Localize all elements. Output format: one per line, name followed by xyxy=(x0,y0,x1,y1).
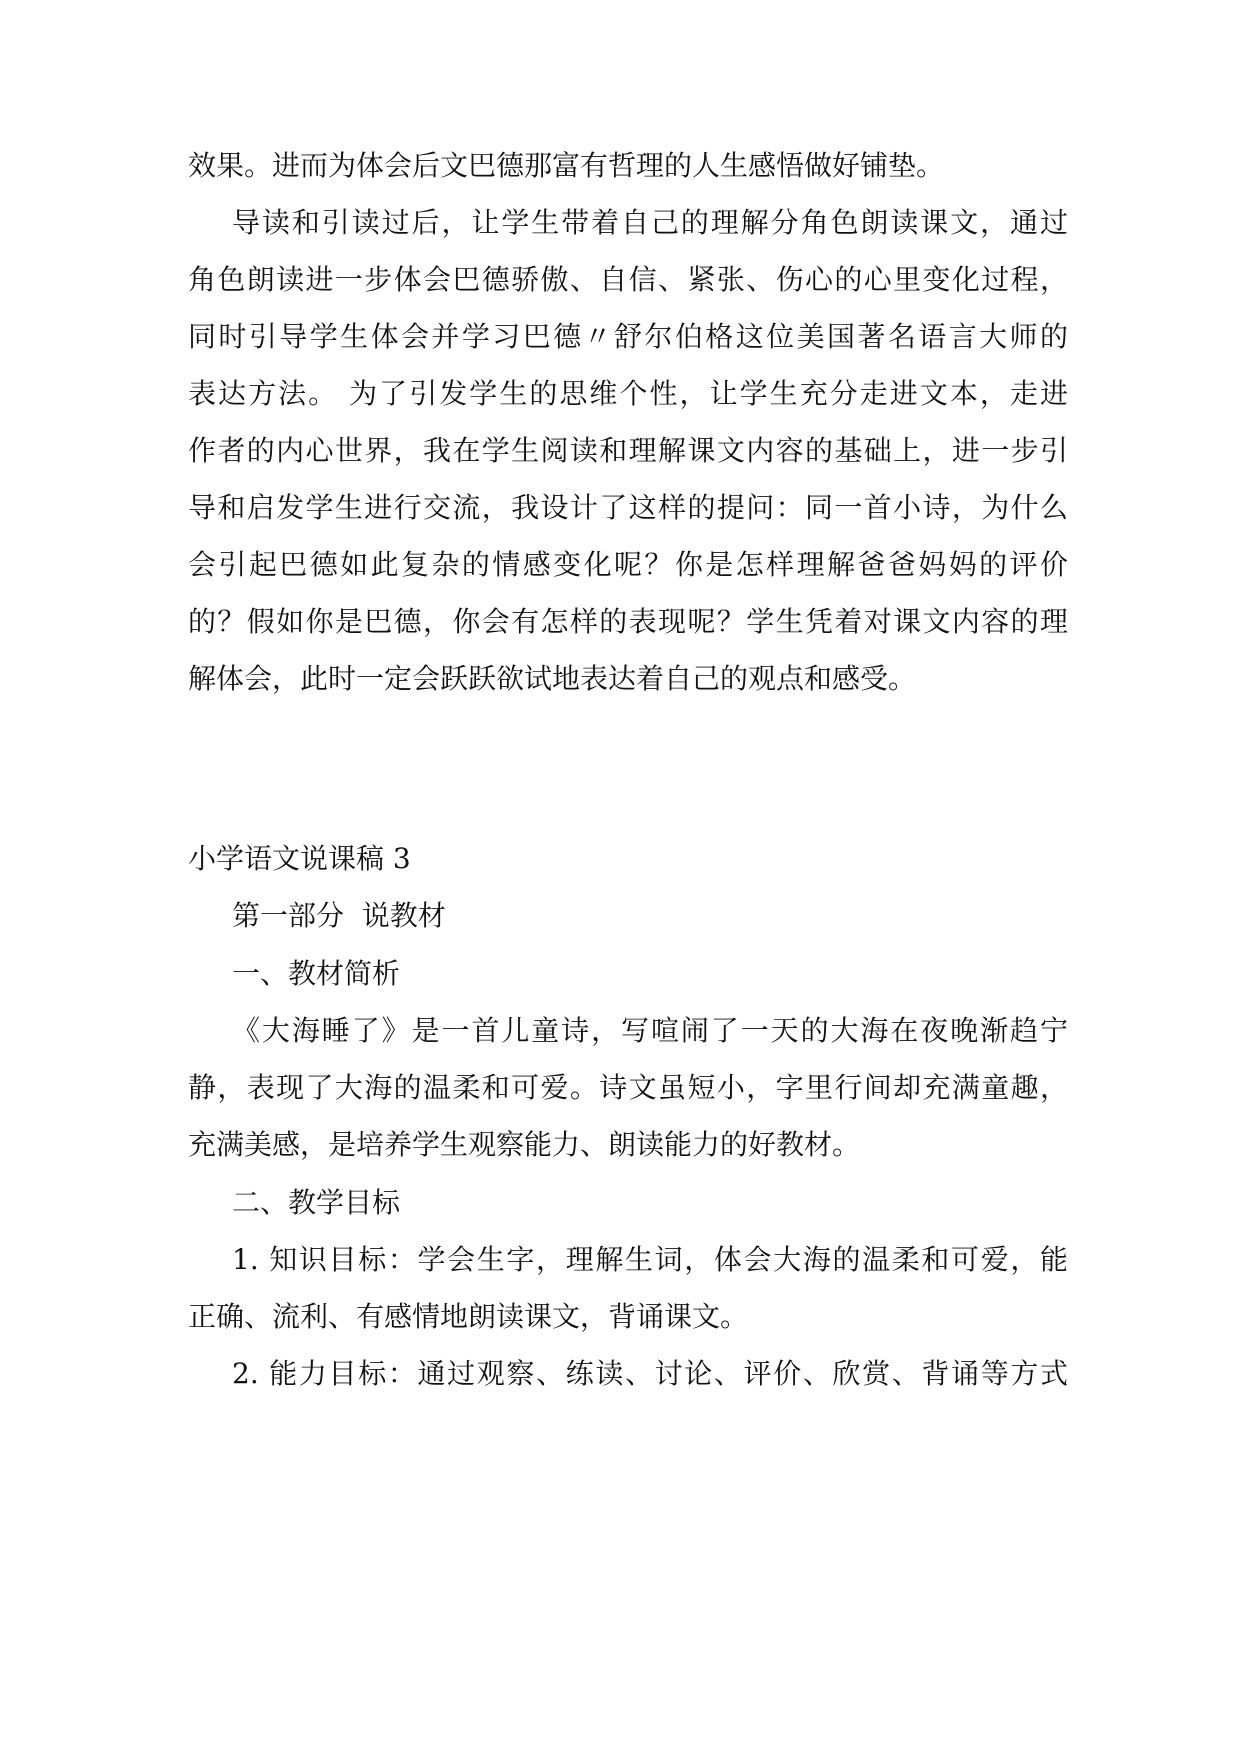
paragraph-line: 作者的内心世界，我在学生阅读和理解课文内容的基础上，进一步引 xyxy=(188,434,1068,467)
paragraph-line: 静，表现了大海的温柔和可爱。诗文虽短小，字里行间却充满童趣， xyxy=(188,1071,1068,1104)
paragraph-line: 充满美感，是培养学生观察能力、朗读能力的好教材。 xyxy=(188,1128,861,1161)
paragraph-line: 2. 能力目标：通过观察、练读、讨论、评价、欣赏、背诵等方式 xyxy=(232,1357,1068,1390)
paragraph-line: 表达方法。 为了引发学生的思维个性，让学生充分走进文本，走进 xyxy=(188,377,1068,410)
subheading: 一、教材简析 xyxy=(232,957,401,990)
part-heading: 第一部分 说教材 xyxy=(232,899,446,932)
paragraph-line: 角色朗读进一步体会巴德骄傲、自信、紧张、伤心的心里变化过程， xyxy=(188,263,1068,296)
paragraph-line: 效果。进而为体会后文巴德那富有哲理的人生感悟做好铺垫。 xyxy=(188,149,945,182)
subheading: 二、教学目标 xyxy=(232,1186,401,1219)
paragraph-line: 导和启发学生进行交流，我设计了这样的提问：同一首小诗，为什么 xyxy=(188,491,1068,524)
paragraph-line: 会引起巴德如此复杂的情感变化呢？你是怎样理解爸爸妈妈的评价 xyxy=(188,548,1068,581)
paragraph-line: 《大海睡了》是一首儿童诗，写喧闹了一天的大海在夜晚渐趋宁 xyxy=(232,1014,1068,1047)
paragraph-line: 同时引导学生体会并学习巴德〃舒尔伯格这位美国著名语言大师的 xyxy=(188,320,1068,353)
paragraph-line: 的？假如你是巴德，你会有怎样的表现呢？学生凭着对课文内容的理 xyxy=(188,605,1068,638)
paragraph-line: 导读和引读过后，让学生带着自己的理解分角色朗读课文，通过 xyxy=(232,206,1068,239)
paragraph-line: 正确、流利、有感情地朗读课文，背诵课文。 xyxy=(188,1300,749,1333)
paragraph-line: 解体会，此时一定会跃跃欲试地表达着自己的观点和感受。 xyxy=(188,662,917,695)
paragraph-line: 1. 知识目标：学会生字，理解生词，体会大海的温柔和可爱，能 xyxy=(232,1243,1068,1276)
section-title: 小学语文说课稿 3 xyxy=(188,842,411,875)
